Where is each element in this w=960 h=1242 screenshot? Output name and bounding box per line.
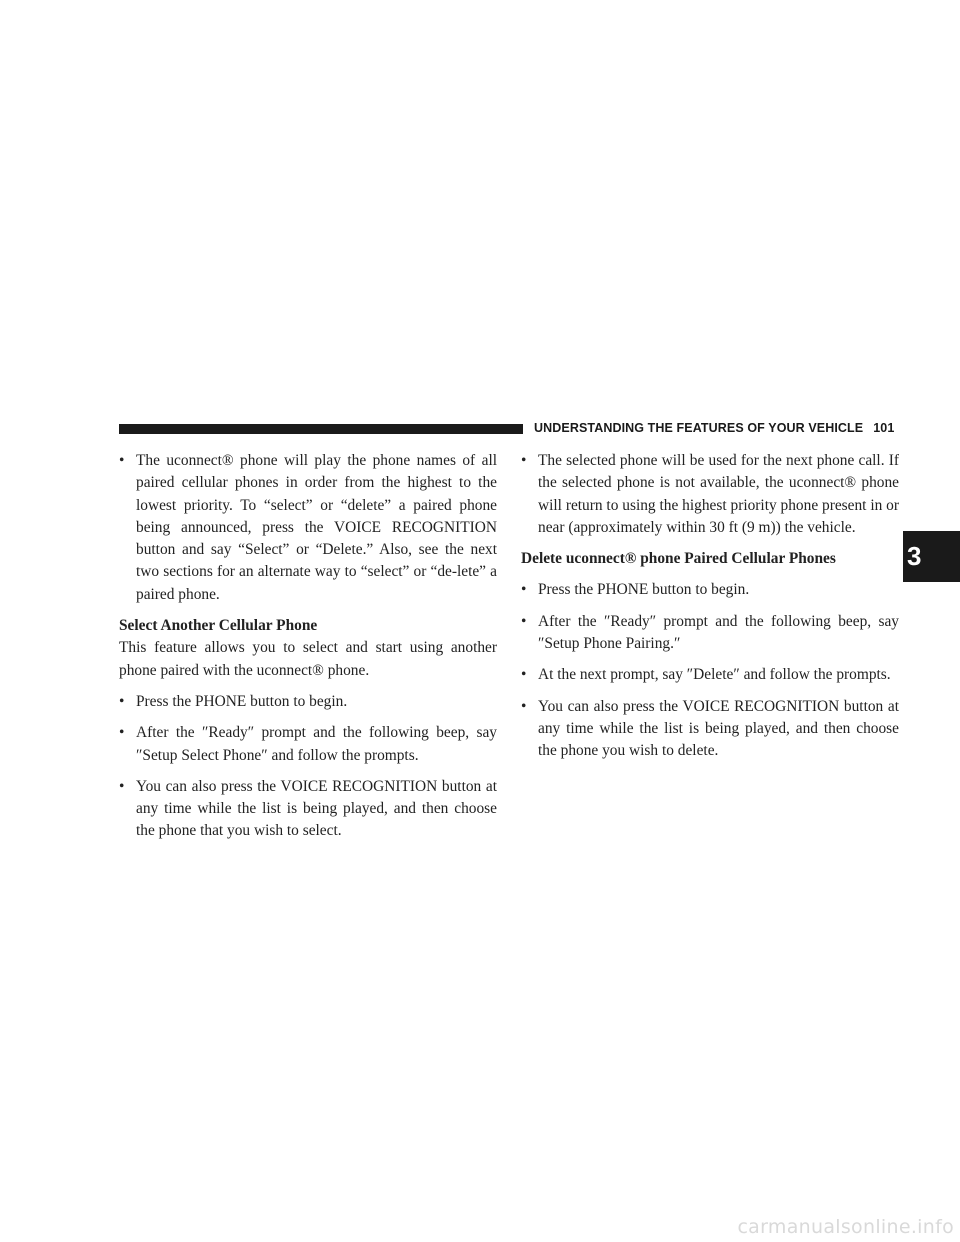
running-header [534,421,894,435]
page-number: 101 [873,421,895,435]
section-title: UNDERSTANDING THE FEATURES OF YOUR VEHICLE [534,421,864,435]
bullet-icon: • [521,697,527,715]
left-column [119,450,497,852]
list-item [521,450,899,539]
list-item-text: After the ″Ready″ prompt and the following beep, say ″Setup Phone Pairing.″ [538,612,899,653]
list-item-text: You can also press the VOICE RECOGNITION button at any time while the list is being played, and then choose the phone you wish to delete. [538,697,899,760]
section-heading: Select Another Cellular Phone [119,617,318,635]
list-item [119,776,497,843]
list-item [119,691,497,713]
bullet-icon: • [521,666,527,684]
section-heading: Delete uconnect® phone Paired Cellular Phones [521,550,836,568]
paragraph: This feature allows you to select and start using another phone paired with the uconnect® phone. [119,639,497,679]
bullet-icon: • [521,612,527,630]
right-column [521,450,899,772]
list-item [521,611,899,656]
list-item [119,722,497,767]
list-item-text: The uconnect® phone will play the phone names of all paired cellular phones in order from the highest to the lowest priority. To “select” or “delete” a paired phone being announced, press the VOICE RECOGNITION button and say “Select” or “Delete.” Also, see the next two sections for an alternate way to “select” or “de-lete” a paired phone. [136,452,497,603]
list-item-text: You can also press the VOICE RECOGNITION button at any time while the list is being played, and then choose the phone that you wish to select. [136,777,497,840]
chapter-tab: 3 [903,531,960,582]
bullet-icon: • [119,692,125,710]
list-item [521,579,899,601]
list-item [521,696,899,763]
bullet-icon: • [119,452,125,469]
list-item [119,450,497,606]
watermark-text: carmanualsonline.info [737,1216,954,1238]
list-item-text: After the ″Ready″ prompt and the following beep, say ″Setup Select Phone″ and follow the prompts. [136,724,497,764]
list-item-text: Press the PHONE button to begin. [136,692,348,710]
bullet-icon: • [119,724,125,742]
bullet-icon: • [119,777,125,795]
bullet-icon: • [521,581,527,599]
list-item-text: The selected phone will be used for the next phone call. If the selected phone is not available, the uconnect® phone will return to using the highest priority phone present in or near (approximately within 30 ft (9 m)) the vehicle. [538,452,899,536]
list-item [521,664,899,686]
bullet-icon: • [521,452,527,469]
list-item-text: Press the PHONE button to begin. [538,581,750,599]
list-item-text: At the next prompt, say ″Delete″ and follow the prompts. [538,666,891,684]
header-rule [119,424,523,434]
